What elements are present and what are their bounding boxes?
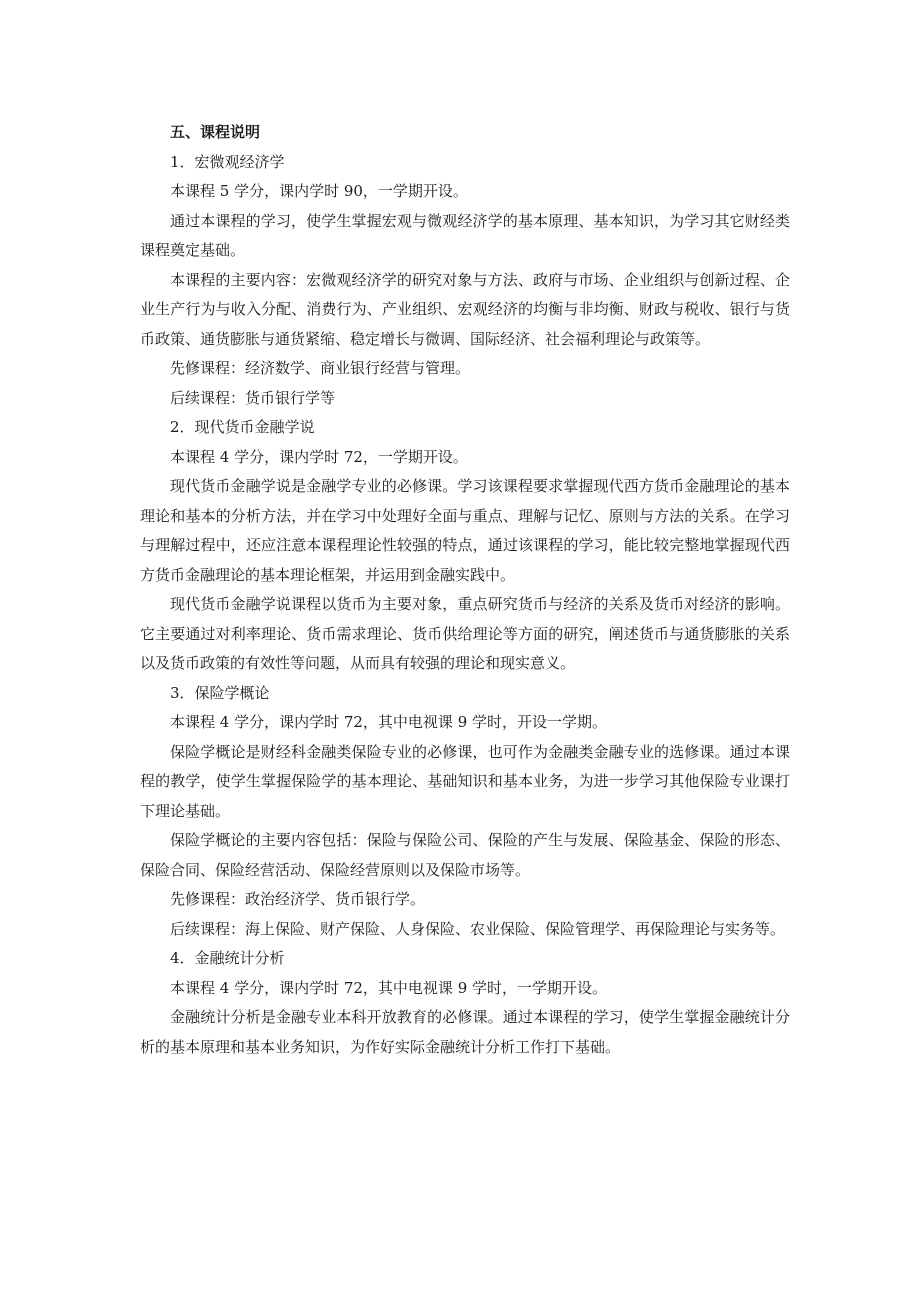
paragraph: 本课程 4 学分，课内学时 72，其中电视课 9 学时，开设一学期。	[170, 713, 608, 731]
paragraph: 本课程 4 学分，课内学时 72，其中电视课 9 学时，一学期开设。	[170, 978, 608, 997]
paragraph: 先修课程：经济数学、商业银行经营与管理。	[170, 359, 471, 377]
paragraph: 本课程的主要内容：宏微观经济学的研究对象与方法、政府与市场、企业组织与创新过程、企业生产行为与收入分配、消费行为、产业组织、宏观经济的均衡与非均衡、财政与税收、银行与货币政策、通货膨胀与通货紧缩、稳定增长与微调、国际经济、社会福利理论与政策等。	[140, 270, 790, 348]
paragraph: 本课程 5 学分，课内学时 90，一学期开设。	[170, 182, 468, 200]
paragraph: 保险学概论是财经科金融类保险专业的必修课，也可作为金融类金融专业的选修课。通过本课程的教学，使学生掌握保险学的基本理论、基础知识和基本业务，为进一步学习其他保险专业课打下理论基础。	[140, 742, 790, 820]
paragraph: 通过本课程的学习，使学生掌握宏观与微观经济学的基本原理、基本知识，为学习其它财经类课程奠定基础。	[140, 211, 790, 259]
course-title: 1．宏微观经济学	[170, 152, 285, 171]
paragraph: 现代货币金融学说是金融学专业的必修课。学习该课程要求掌握现代西方货币金融理论的基本理论和基本的分析方法，并在学习中处理好全面与重点、理解与记忆、原则与方法的关系。在学习与理解过程中，还应注意本课程理论性较强的特点，通过该课程的学习，能比较完整地掌握现代西方货币金融理论的基本理论框架，并运用到金融实践中。	[140, 477, 790, 584]
paragraph: 先修课程：政治经济学、货币银行学。	[170, 890, 426, 908]
paragraph: 金融统计分析是金融专业本科开放教育的必修课。通过本课程的学习，使学生掌握金融统计分析的基本原理和基本业务知识，为作好实际金融统计分析工作打下基础。	[140, 1008, 790, 1056]
paragraph: 本课程 4 学分，课内学时 72，一学期开设。	[170, 447, 468, 466]
paragraph: 现代货币金融学说课程以货币为主要对象，重点研究货币与经济的关系及货币对经济的影响。它主要通过对利率理论、货币需求理论、货币供给理论等方面的研究，阐述货币与通货膨胀的关系以及货币政策的有效性等问题，从而具有较强的理论和现实意义。	[140, 595, 790, 672]
paragraph: 后续课程：海上保险、财产保险、人身保险、农业保险、保险管理学、再保险理论与实务等。	[170, 919, 786, 938]
section-title: 五、课程说明	[170, 123, 261, 141]
course-title: 3．保险学概论	[170, 683, 270, 702]
paragraph: 保险学概论的主要内容包括：保险与保险公司、保险的产生与发展、保险基金、保险的形态、保险合同、保险经营活动、保险经营原则以及保险市场等。	[140, 831, 790, 879]
course-title: 4．金融统计分析	[170, 949, 285, 967]
course-title: 2．现代货币金融学说	[170, 418, 315, 436]
paragraph: 后续课程：货币银行学等	[170, 388, 336, 407]
document-body	[140, 118, 790, 1062]
